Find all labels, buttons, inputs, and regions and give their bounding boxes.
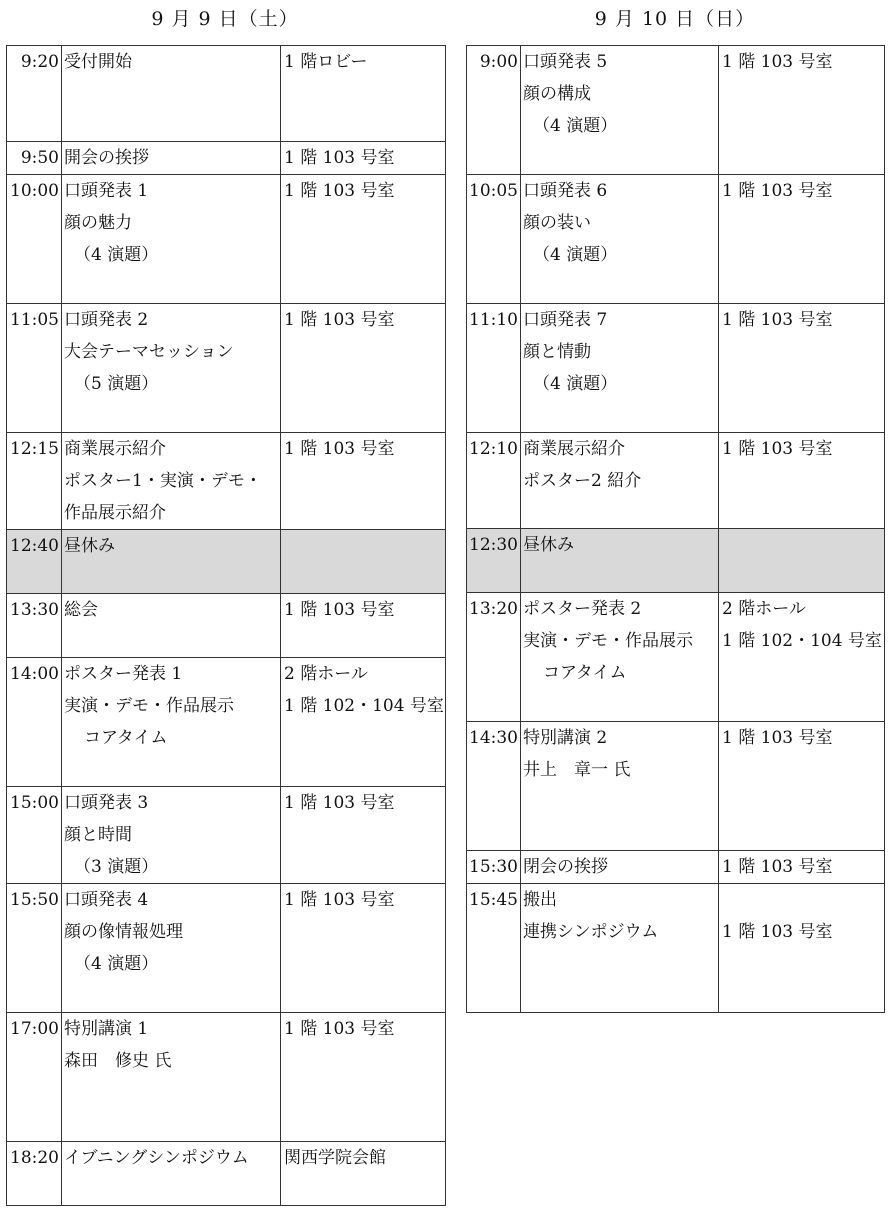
room-cell (281, 46, 446, 142)
schedule-row (7, 46, 446, 142)
event-cell (62, 175, 281, 304)
event-line: 実演・デモ・作品展示 (523, 631, 693, 651)
day2-title: 9 月 10 日（日） (594, 8, 756, 30)
event-cell (62, 46, 281, 142)
time-cell: 15:45 (467, 884, 521, 1013)
schedule-row (7, 1142, 446, 1206)
time-cell: 18:20 (7, 1142, 62, 1206)
event-line: 顔と時間 (64, 825, 132, 845)
room-line: 1 階 103 号室 (284, 793, 395, 813)
event-line: 口頭発表 2 (64, 310, 149, 330)
event-line: イブニングシンポジウム (64, 1148, 249, 1168)
event-line: （4 演題） (533, 374, 618, 394)
room-cell (719, 851, 885, 884)
room-line: 1 階 103 号室 (284, 1019, 395, 1039)
event-line: ポスター1・実演・デモ・ (64, 471, 262, 491)
event-line: 閉会の挨拶 (523, 857, 608, 877)
room-line: 1 階ロビー (284, 52, 368, 72)
schedule-row (467, 851, 885, 884)
event-line: 連携シンポジウム (523, 922, 659, 942)
room-line: 1 階 103 号室 (284, 439, 395, 459)
schedule-row (7, 142, 446, 175)
schedule-row (7, 787, 446, 884)
event-line: 井上 章一 氏 (523, 760, 631, 780)
schedule-row (7, 658, 446, 787)
time-cell: 17:00 (7, 1013, 62, 1142)
room-cell (281, 304, 446, 433)
event-line: 顔の構成 (523, 84, 591, 104)
time-cell: 15:50 (7, 884, 62, 1013)
time-cell: 10:05 (467, 175, 521, 304)
room-line: 2 階ホール (722, 599, 806, 619)
event-line: 口頭発表 1 (64, 181, 149, 201)
day2-schedule-table (466, 45, 885, 1013)
room-cell (719, 46, 885, 175)
schedule-row (7, 175, 446, 304)
schedule-row (467, 884, 885, 1013)
event-cell (521, 884, 719, 1013)
event-cell (62, 1142, 281, 1206)
room-line: 1 階 103 号室 (722, 181, 833, 201)
schedule-row (467, 529, 885, 593)
event-line: コアタイム (543, 663, 627, 683)
event-line: 受付開始 (64, 52, 132, 72)
room-cell (281, 1142, 446, 1206)
schedule-row (7, 884, 446, 1013)
event-cell (521, 175, 719, 304)
time-cell: 12:10 (467, 433, 521, 529)
room-cell (281, 433, 446, 530)
event-line: 総会 (64, 600, 98, 620)
time-cell: 13:30 (7, 594, 62, 658)
time-cell: 9:50 (7, 142, 62, 175)
event-cell (62, 658, 281, 787)
event-line: 作品展示紹介 (64, 503, 166, 523)
event-line: 商業展示紹介 (523, 439, 625, 459)
event-cell (62, 787, 281, 884)
event-line: （4 演題） (533, 116, 618, 136)
schedule-row (7, 433, 446, 530)
event-line: ポスター発表 2 (523, 599, 642, 619)
room-line: 1 階 103 号室 (284, 600, 395, 620)
room-cell (719, 884, 885, 1013)
room-line: 1 階 103 号室 (284, 310, 395, 330)
schedule-row (467, 175, 885, 304)
schedule-row (7, 304, 446, 433)
room-cell (719, 433, 885, 529)
event-cell (62, 142, 281, 175)
event-line: ポスター発表 1 (64, 664, 183, 684)
event-line: 昼休み (523, 535, 574, 555)
event-cell (521, 593, 719, 722)
time-cell: 14:00 (7, 658, 62, 787)
event-line: 顔と情動 (523, 342, 591, 362)
room-line: 1 階 103 号室 (722, 52, 833, 72)
event-line: 特別講演 2 (523, 728, 608, 748)
event-line: （4 演題） (74, 954, 159, 974)
event-cell (521, 851, 719, 884)
event-line: 口頭発表 6 (523, 181, 608, 201)
schedule-row (467, 304, 885, 433)
time-cell: 12:30 (467, 529, 521, 593)
room-cell (281, 884, 446, 1013)
time-cell: 15:30 (467, 851, 521, 884)
time-cell: 11:10 (467, 304, 521, 433)
room-line: 1 階 103 号室 (722, 857, 833, 877)
event-cell (62, 304, 281, 433)
event-cell (521, 529, 719, 593)
time-cell: 11:05 (7, 304, 62, 433)
time-cell: 15:00 (7, 787, 62, 884)
event-line: 顔の魅力 (64, 213, 132, 233)
room-line: 2 階ホール (284, 664, 368, 684)
event-line: 口頭発表 4 (64, 890, 149, 910)
event-line: 口頭発表 5 (523, 52, 608, 72)
event-line: 昼休み (64, 536, 115, 556)
event-line: 森田 修史 氏 (64, 1051, 172, 1071)
room-cell (719, 304, 885, 433)
room-line: 関西学院会館 (284, 1148, 386, 1168)
room-cell (281, 530, 446, 594)
event-cell (62, 594, 281, 658)
room-cell (719, 175, 885, 304)
time-cell: 12:15 (7, 433, 62, 530)
event-line: 口頭発表 3 (64, 793, 149, 813)
time-cell: 9:20 (7, 46, 62, 142)
event-cell (521, 433, 719, 529)
time-cell: 14:30 (467, 722, 521, 851)
event-line: 実演・デモ・作品展示 (64, 696, 234, 716)
room-line: 1 階 103 号室 (284, 890, 395, 910)
event-cell (521, 46, 719, 175)
event-line: 大会テーマセッション (64, 342, 234, 362)
schedule-row (467, 722, 885, 851)
schedule-row (467, 433, 885, 529)
time-cell: 9:00 (467, 46, 521, 175)
event-cell (62, 884, 281, 1013)
room-cell (281, 594, 446, 658)
event-cell (521, 722, 719, 851)
event-line: 搬出 (523, 890, 557, 910)
room-line: 1 階 103 号室 (284, 148, 395, 168)
time-cell: 10:00 (7, 175, 62, 304)
room-line (722, 884, 884, 916)
schedule-row (7, 1013, 446, 1142)
event-line: コアタイム (84, 728, 168, 748)
day1-title: 9 月 9 日（土） (151, 8, 299, 30)
event-line: ポスター2 紹介 (523, 471, 642, 491)
event-line: （3 演題） (74, 857, 159, 877)
event-cell (62, 433, 281, 530)
room-cell (281, 787, 446, 884)
room-cell (281, 1013, 446, 1142)
room-line: 1 階 103 号室 (722, 439, 833, 459)
room-line: 1 階 103 号室 (722, 922, 833, 942)
event-line: （4 演題） (533, 245, 618, 265)
event-cell (62, 530, 281, 594)
room-cell (719, 529, 885, 593)
event-line: 特別講演 1 (64, 1019, 149, 1039)
event-line: （5 演題） (74, 374, 159, 394)
room-cell (281, 175, 446, 304)
room-line: 1 階 102・104 号室 (284, 696, 444, 716)
schedule-row (7, 594, 446, 658)
day1-schedule-table (6, 45, 446, 1206)
schedule-row (7, 530, 446, 594)
room-line: 1 階 103 号室 (722, 310, 833, 330)
time-cell: 12:40 (7, 530, 62, 594)
time-cell: 13:20 (467, 593, 521, 722)
room-cell (281, 658, 446, 787)
room-line: 1 階 103 号室 (284, 181, 395, 201)
room-line: 1 階 102・104 号室 (722, 631, 882, 651)
schedule-row (467, 46, 885, 175)
event-cell (521, 304, 719, 433)
event-line: 口頭発表 7 (523, 310, 608, 330)
event-line: 顔の装い (523, 213, 591, 233)
event-line: （4 演題） (74, 245, 159, 265)
room-cell (719, 593, 885, 722)
event-line: 顔の像情報処理 (64, 922, 183, 942)
event-cell (62, 1013, 281, 1142)
room-line: 1 階 103 号室 (722, 728, 833, 748)
room-cell (281, 142, 446, 175)
room-cell (719, 722, 885, 851)
event-line: 開会の挨拶 (64, 148, 149, 168)
event-line: 商業展示紹介 (64, 439, 166, 459)
schedule-row (467, 593, 885, 722)
